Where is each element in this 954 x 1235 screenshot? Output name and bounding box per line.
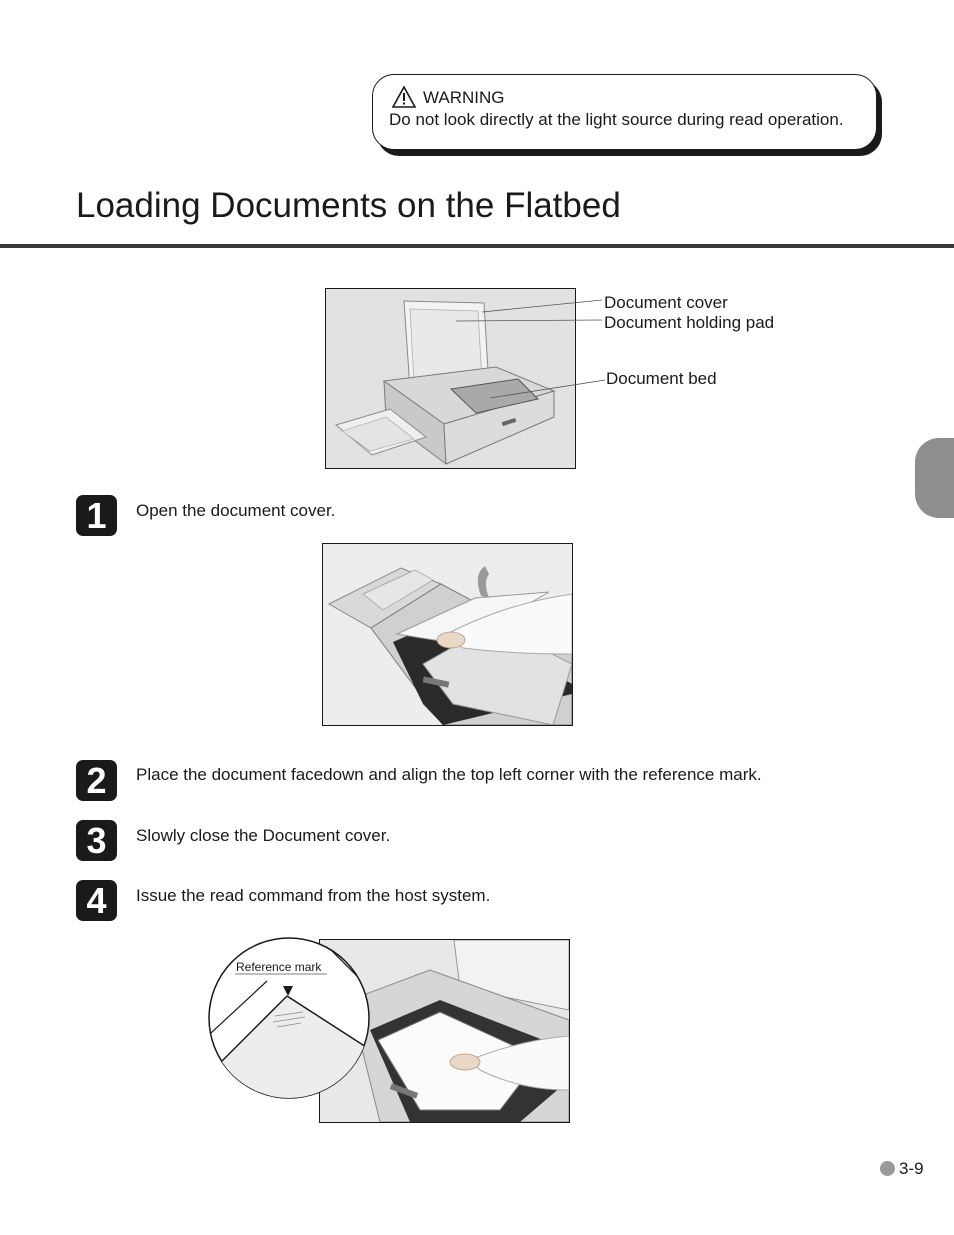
callout-document-cover: Document cover [604, 293, 728, 312]
step-number-badge: 4 [76, 880, 117, 921]
page-number: 3-9 [899, 1159, 924, 1178]
step-text: Slowly close the Document cover. [136, 826, 391, 845]
warning-text: Do not look directly at the light source during read operation. [389, 110, 844, 129]
step-number-badge: 3 [76, 820, 117, 861]
callout-document-bed: Document bed [606, 369, 717, 388]
warning-title: WARNING [423, 88, 505, 107]
warning-triangle-icon [392, 86, 416, 108]
opening-cover-photo [322, 543, 573, 726]
step-number-badge: 2 [76, 760, 117, 801]
step-number-badge: 1 [76, 495, 117, 536]
step-text: Issue the read command from the host system. [136, 886, 491, 905]
step-text: Open the document cover. [136, 501, 336, 520]
chapter-tab [915, 438, 954, 518]
page-number-dot [880, 1161, 895, 1176]
reference-mark-label: Reference mark [236, 960, 322, 974]
callout-leader-lines [450, 290, 610, 400]
page-title: Loading Documents on the Flatbed [76, 186, 621, 225]
heading-divider [0, 244, 954, 248]
step-text: Place the document facedown and align the top left corner with the reference mark. [136, 765, 762, 784]
callout-document-holding-pad: Document holding pad [604, 313, 775, 332]
